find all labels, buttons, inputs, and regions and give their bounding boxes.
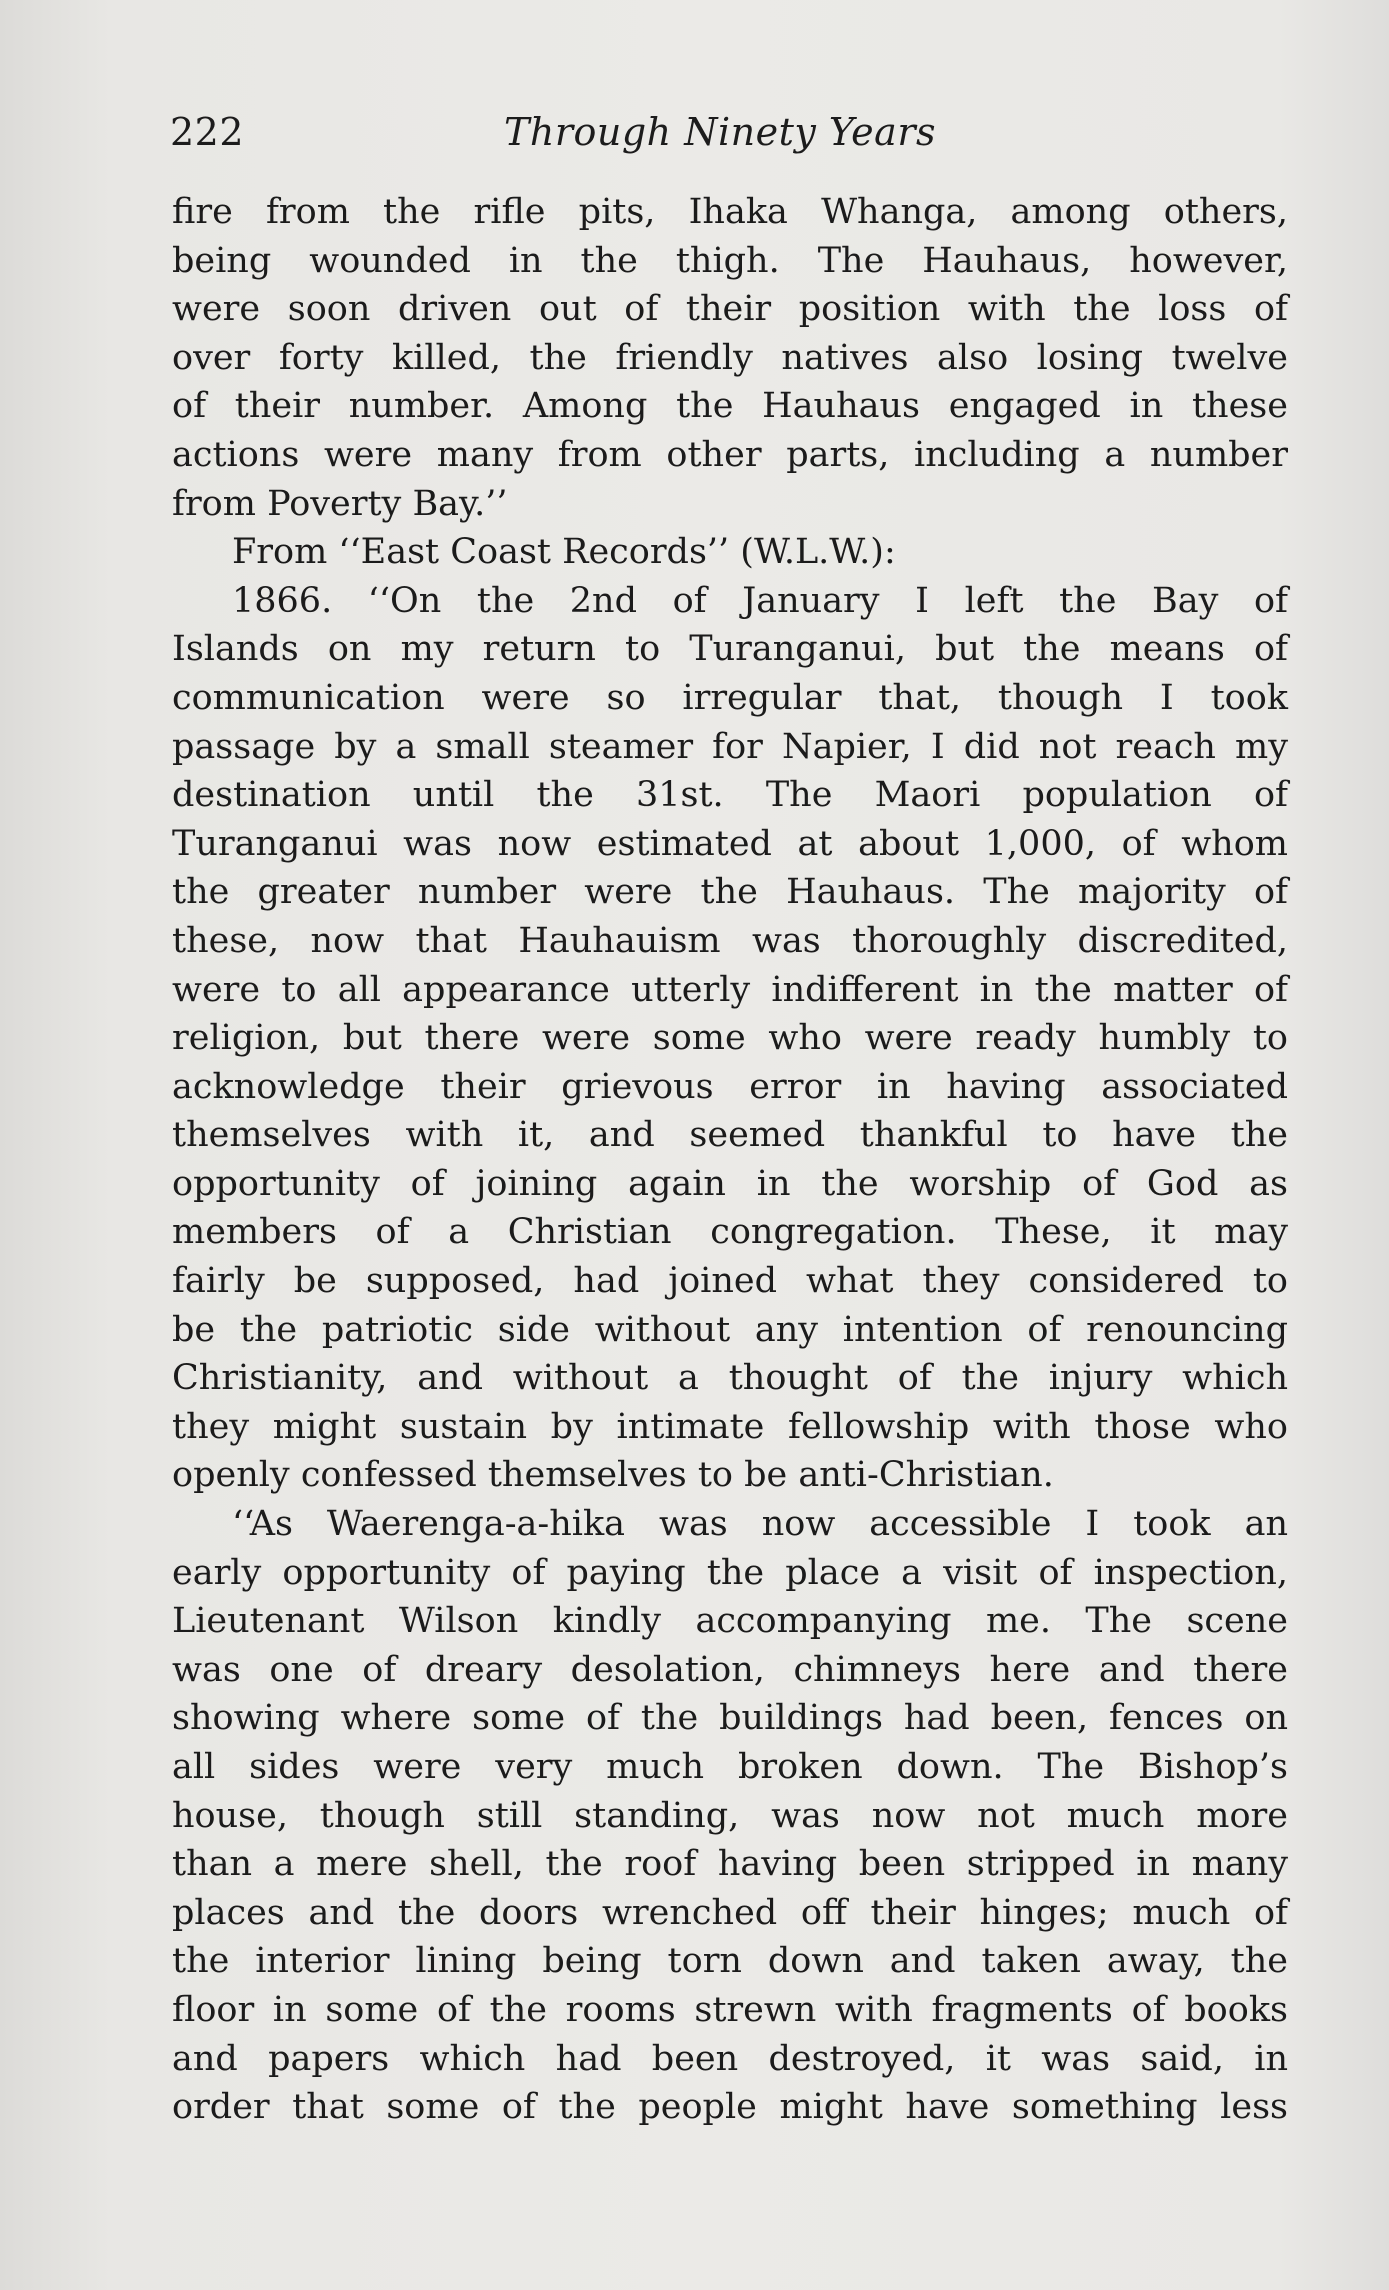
text-line: were to all appearance utterly indifferent in the matter of: [172, 969, 1288, 1010]
text-line: themselves with it, and seemed thankful to have the: [172, 1115, 1288, 1156]
text-line: religion, but there were some who were ready humbly to: [172, 1018, 1288, 1059]
running-title: Through Ninety Years: [504, 110, 936, 154]
text-line: From ‘‘East Coast Records’’ (W.L.W.):: [232, 532, 896, 573]
text-line: they might sustain by intimate fellowship with those who: [172, 1406, 1288, 1447]
text-line: over forty killed, the friendly natives also losing twelve: [172, 337, 1288, 378]
text-line: from Poverty Bay.’’: [172, 483, 508, 524]
text-line: members of a Christian congregation. These, it may: [172, 1212, 1288, 1253]
text-line: than a mere shell, the roof having been stripped in many: [172, 1844, 1288, 1885]
text-line: Islands on my return to Turanganui, but the means of: [172, 629, 1288, 670]
text-line: acknowledge their grievous error in having associated: [172, 1066, 1288, 1107]
text-line: the interior lining being torn down and taken away, the: [172, 1941, 1288, 1982]
text-line: showing where some of the buildings had been, fences on: [172, 1698, 1288, 1739]
text-line: the greater number were the Hauhaus. The majority of: [172, 872, 1288, 913]
text-line: actions were many from other parts, including a number: [172, 434, 1288, 475]
text-line: house, though still standing, was now not much more: [172, 1795, 1288, 1836]
page-header: [170, 106, 1290, 162]
text-line: and papers which had been destroyed, it was said, in: [172, 2038, 1288, 2079]
text-line: fairly be supposed, had joined what they considered to: [172, 1261, 1288, 1302]
text-line: being wounded in the thigh. The Hauhaus, however,: [172, 240, 1288, 281]
body-text: [172, 188, 1288, 2132]
text-line: fire from the rifle pits, Ihaka Whanga, among others,: [172, 192, 1288, 232]
text-line: were soon driven out of their position with the loss of: [172, 289, 1288, 330]
text-line: places and the doors wrenched off their hinges; much of: [172, 1892, 1288, 1933]
text-line: early opportunity of paying the place a visit of inspection,: [172, 1552, 1288, 1593]
text-line: communication were so irregular that, though I took: [172, 677, 1288, 718]
text-line: openly confessed themselves to be anti-Christian.: [172, 1455, 1054, 1496]
text-line: passage by a small steamer for Napier, I did not reach my: [172, 726, 1288, 767]
page-number: 222: [170, 110, 245, 154]
text-line: opportunity of joining again in the worship of God as: [172, 1163, 1288, 1204]
text-line: 1866. ‘‘On the 2nd of January I left the Bay of: [232, 580, 1288, 621]
text-line: order that some of the people might have something less: [172, 2087, 1288, 2128]
text-line: of their number. Among the Hauhaus engaged in these: [172, 386, 1288, 427]
text-line: these, now that Hauhauism was thoroughly discredited,: [172, 920, 1288, 961]
text-line: destination until the 31st. The Maori population of: [172, 775, 1288, 816]
text-line: Turanganui was now estimated at about 1,000, of whom: [172, 823, 1288, 864]
text-line: Lieutenant Wilson kindly accompanying me. The scene: [172, 1601, 1288, 1642]
text-line: be the patriotic side without any intention of renouncing: [172, 1309, 1288, 1350]
text-line: ‘‘As Waerenga-a-hika was now accessible I took an: [232, 1504, 1288, 1545]
text-line: floor in some of the rooms strewn with fragments of books: [172, 1989, 1288, 2030]
text-line: all sides were very much broken down. The Bishop’s: [172, 1747, 1288, 1787]
text-line: was one of dreary desolation, chimneys here and there: [172, 1649, 1288, 1690]
text-line: Christianity, and without a thought of the injury which: [172, 1358, 1288, 1399]
